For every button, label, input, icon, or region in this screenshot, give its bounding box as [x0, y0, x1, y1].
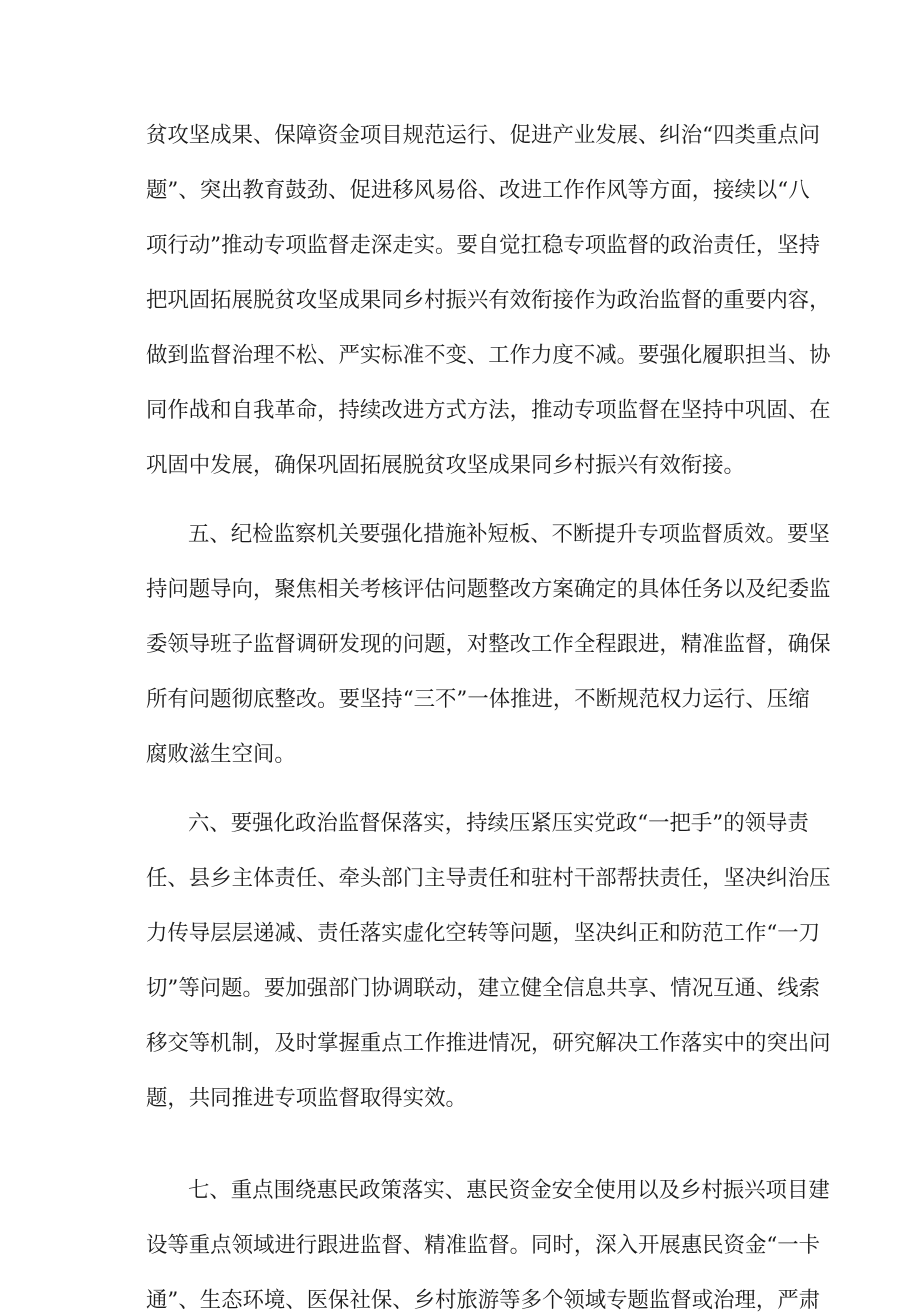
paragraph-line: 做到监督治理不松、严实标准不变、工作力度不减。要强化履职担当、协 [146, 343, 831, 368]
paragraph-line: 六、要强化政治监督保落实，持续压紧压实党政“一把手”的领导责 [188, 811, 809, 836]
paragraph-line: 任、县乡主体责任、牵头部门主导责任和驻村干部帮扶责任，坚决纠治压 [146, 866, 831, 891]
paragraph-line: 持问题导向，聚焦相关考核评估问题整改方案确定的具体任务以及纪委监 [146, 577, 831, 602]
paragraph-line: 腐败滋生空间。 [146, 742, 296, 767]
paragraph-line: 委领导班子监督调研发现的问题，对整改工作全程跟进，精准监督，确保 [146, 632, 831, 657]
paragraph-line: 设等重点领域进行跟进监督、精准监督。同时，深入开展惠民资金“一卡 [146, 1233, 821, 1258]
paragraph-line: 把巩固拓展脱贫攻坚成果同乡村振兴有效衔接作为政治监督的重要内容， [146, 288, 831, 313]
paragraph-line: 移交等机制，及时掌握重点工作推进情况，研究解决工作落实中的突出问 [146, 1031, 831, 1056]
paragraph-line: 同作战和自我革命，持续改进方式方法，推动专项监督在坚持中巩固、在 [146, 398, 831, 423]
paragraph-line: 贫攻坚成果、保障资金项目规范运行、促进产业发展、纠治“四类重点问 [146, 123, 821, 148]
paragraph-line: 力传导层层递减、责任落实虚化空转等问题，坚决纠正和防范工作“一刀 [146, 921, 821, 946]
paragraph-line: 项行动”推动专项监督走深走实。要自觉扛稳专项监督的政治责任，坚持 [146, 233, 821, 258]
paragraph-line: 巩固中发展，确保巩固拓展脱贫攻坚成果同乡村振兴有效衔接。 [146, 453, 745, 478]
paragraph-line: 七、重点围绕惠民政策落实、惠民资金安全使用以及乡村振兴项目建 [188, 1178, 830, 1203]
paragraph-line: 五、纪检监察机关要强化措施补短板、不断提升专项监督质效。要坚 [188, 522, 830, 547]
paragraph-line: 题”、突出教育鼓劲、促进移风易俗、改进工作作风等方面，接续以“八 [146, 178, 810, 203]
paragraph-line: 所有问题彻底整改。要坚持“三不”一体推进，不断规范权力运行、压缩 [146, 687, 810, 712]
paragraph-line: 题，共同推进专项监督取得实效。 [146, 1086, 467, 1111]
paragraph-line: 切”等问题。要加强部门协调联动，建立健全信息共享、情况互通、线索 [146, 976, 821, 1001]
paragraph-line: 通”、生态环境、医保社保、乡村旅游等多个领域专题监督或治理，严肃 [146, 1288, 821, 1313]
